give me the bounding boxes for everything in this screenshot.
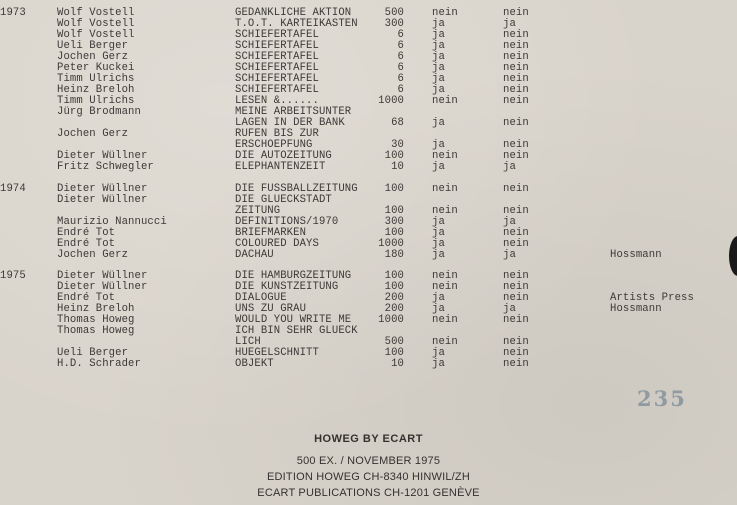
row-edition: 100 bbox=[384, 270, 404, 282]
row-note: Hossmann bbox=[610, 249, 662, 261]
row-edition: 200 bbox=[384, 303, 404, 315]
row-artist: Endré Tot bbox=[57, 292, 116, 304]
row-edition: 6 bbox=[397, 40, 404, 52]
row-numbered: nein bbox=[503, 205, 529, 217]
row-title: GEDANKLICHE AKTION bbox=[235, 7, 352, 19]
row-numbered: nein bbox=[503, 336, 529, 348]
row-title: DIE HAMBURGZEITUNG bbox=[235, 270, 352, 282]
row-year: 1974 bbox=[0, 183, 26, 195]
row-title: DACHAU bbox=[235, 249, 274, 261]
row-signed: ja bbox=[432, 227, 445, 239]
row-artist: Wolf Vostell bbox=[57, 7, 135, 19]
row-edition: 500 bbox=[384, 336, 404, 348]
row-artist: Jochen Gerz bbox=[57, 128, 129, 140]
row-numbered: nein bbox=[503, 358, 529, 370]
row-signed: nein bbox=[432, 95, 458, 107]
row-signed: ja bbox=[432, 73, 445, 85]
row-numbered: ja bbox=[503, 161, 516, 173]
row-year: 1975 bbox=[0, 270, 26, 282]
row-edition: 300 bbox=[384, 216, 404, 228]
row-artist: Wolf Vostell bbox=[57, 18, 135, 30]
row-edition: 10 bbox=[391, 161, 404, 173]
row-title: DIE FUSSBALLZEITUNG bbox=[235, 183, 358, 195]
row-artist: Dieter Wüllner bbox=[57, 194, 148, 206]
row-title: SCHIEFERTAFEL bbox=[235, 84, 319, 96]
row-artist: Jochen Gerz bbox=[57, 51, 129, 63]
row-edition: 180 bbox=[384, 249, 404, 261]
row-artist: Endré Tot bbox=[57, 227, 116, 239]
row-numbered: nein bbox=[503, 281, 529, 293]
row-artist: Heinz Breloh bbox=[57, 303, 135, 315]
row-signed: ja bbox=[432, 161, 445, 173]
row-artist: Maurizio Nannucci bbox=[57, 216, 167, 228]
row-numbered: ja bbox=[503, 303, 516, 315]
row-title: ERSCHOEPFUNG bbox=[235, 139, 313, 151]
row-artist: Timm Ulrichs bbox=[57, 73, 135, 85]
row-title: LICH bbox=[235, 336, 261, 348]
row-numbered: nein bbox=[503, 270, 529, 282]
row-artist: Thomas Howeg bbox=[57, 314, 135, 326]
page-number: 235 bbox=[637, 386, 687, 411]
row-year: 1973 bbox=[0, 7, 26, 19]
row-artist: H.D. Schrader bbox=[57, 358, 141, 370]
row-signed: ja bbox=[432, 358, 445, 370]
row-edition: 6 bbox=[397, 84, 404, 96]
row-title: ZEITUNG bbox=[235, 205, 281, 217]
row-signed: nein bbox=[432, 205, 458, 217]
row-title: LAGEN IN DER BANK bbox=[235, 117, 345, 129]
row-numbered: nein bbox=[503, 73, 529, 85]
row-numbered: nein bbox=[503, 117, 529, 129]
row-edition: 100 bbox=[384, 227, 404, 239]
row-note: Artists Press bbox=[610, 292, 694, 304]
row-artist: Wolf Vostell bbox=[57, 29, 135, 41]
row-numbered: nein bbox=[503, 183, 529, 195]
row-title: SCHIEFERTAFEL bbox=[235, 29, 319, 41]
row-artist: Peter Kuckei bbox=[57, 62, 135, 74]
row-signed: ja bbox=[432, 347, 445, 359]
row-signed: ja bbox=[432, 29, 445, 41]
row-edition: 6 bbox=[397, 62, 404, 74]
row-artist: Dieter Wüllner bbox=[57, 183, 148, 195]
footer-publisher-line: EDITION HOWEG CH-8340 HINWIL/ZH bbox=[267, 471, 470, 483]
row-signed: ja bbox=[432, 216, 445, 228]
row-title: ELEPHANTENZEIT bbox=[235, 161, 326, 173]
row-edition: 6 bbox=[397, 73, 404, 85]
row-title: RUFEN BIS ZUR bbox=[235, 128, 319, 140]
row-signed: nein bbox=[432, 270, 458, 282]
row-edition: 1000 bbox=[378, 238, 404, 250]
row-title: ICH BIN SEHR GLUECK bbox=[235, 325, 358, 337]
row-signed: ja bbox=[432, 62, 445, 74]
row-title: SCHIEFERTAFEL bbox=[235, 73, 319, 85]
row-edition: 1000 bbox=[378, 95, 404, 107]
row-numbered: nein bbox=[503, 139, 529, 151]
row-edition: 10 bbox=[391, 358, 404, 370]
row-title: HUEGELSCHNITT bbox=[235, 347, 319, 359]
row-title: UNS ZU GRAU bbox=[235, 303, 307, 315]
row-title: SCHIEFERTAFEL bbox=[235, 62, 319, 74]
row-title: WOULD YOU WRITE ME bbox=[235, 314, 352, 326]
row-signed: nein bbox=[432, 281, 458, 293]
row-edition: 100 bbox=[384, 347, 404, 359]
row-edition: 100 bbox=[384, 183, 404, 195]
row-numbered: nein bbox=[503, 238, 529, 250]
row-numbered: nein bbox=[503, 84, 529, 96]
row-title: MEINE ARBEITSUNTER bbox=[235, 106, 352, 118]
row-artist: Endré Tot bbox=[57, 238, 116, 250]
row-numbered: nein bbox=[503, 347, 529, 359]
row-artist: Ueli Berger bbox=[57, 347, 129, 359]
row-title: DIE KUNSTZEITUNG bbox=[235, 281, 339, 293]
row-title: T.O.T. KARTEIKASTEN bbox=[235, 18, 358, 30]
row-numbered: nein bbox=[503, 51, 529, 63]
row-signed: ja bbox=[432, 292, 445, 304]
row-signed: ja bbox=[432, 18, 445, 30]
row-edition: 100 bbox=[384, 150, 404, 162]
row-artist: Dieter Wüllner bbox=[57, 281, 148, 293]
row-artist: Timm Ulrichs bbox=[57, 95, 135, 107]
row-edition: 200 bbox=[384, 292, 404, 304]
row-title: DIE GLUECKSTADT bbox=[235, 194, 332, 206]
row-numbered: ja bbox=[503, 249, 516, 261]
row-signed: ja bbox=[432, 84, 445, 96]
footer-title: HOWEG BY ECART bbox=[314, 433, 423, 445]
row-edition: 300 bbox=[384, 18, 404, 30]
row-edition: 100 bbox=[384, 281, 404, 293]
row-title: DIE AUTOZEITUNG bbox=[235, 150, 332, 162]
row-numbered: nein bbox=[503, 95, 529, 107]
row-note: Hossmann bbox=[610, 303, 662, 315]
row-edition: 1000 bbox=[378, 314, 404, 326]
row-numbered: nein bbox=[503, 29, 529, 41]
row-title: SCHIEFERTAFEL bbox=[235, 51, 319, 63]
row-artist: Heinz Breloh bbox=[57, 84, 135, 96]
row-title: COLOURED DAYS bbox=[235, 238, 319, 250]
row-numbered: nein bbox=[503, 7, 529, 19]
row-signed: nein bbox=[432, 183, 458, 195]
row-title: LESEN &...... bbox=[235, 95, 319, 107]
row-title: DIALOGUE bbox=[235, 292, 287, 304]
row-signed: nein bbox=[432, 7, 458, 19]
row-artist: Jochen Gerz bbox=[57, 249, 129, 261]
row-signed: ja bbox=[432, 117, 445, 129]
row-numbered: ja bbox=[503, 216, 516, 228]
row-artist: Jürg Brodmann bbox=[57, 106, 141, 118]
row-numbered: nein bbox=[503, 292, 529, 304]
row-title: OBJEKT bbox=[235, 358, 274, 370]
row-signed: nein bbox=[432, 150, 458, 162]
row-signed: ja bbox=[432, 249, 445, 261]
binder-hole bbox=[729, 236, 737, 276]
row-edition: 500 bbox=[384, 7, 404, 19]
row-numbered: nein bbox=[503, 314, 529, 326]
row-numbered: nein bbox=[503, 40, 529, 52]
row-edition: 6 bbox=[397, 29, 404, 41]
row-title: BRIEFMARKEN bbox=[235, 227, 307, 239]
row-signed: nein bbox=[432, 314, 458, 326]
row-signed: ja bbox=[432, 303, 445, 315]
row-numbered: nein bbox=[503, 227, 529, 239]
footer-edition-line: 500 EX. / NOVEMBER 1975 bbox=[296, 455, 441, 467]
row-artist: Dieter Wüllner bbox=[57, 270, 148, 282]
row-artist: Fritz Schwegler bbox=[57, 161, 154, 173]
row-artist: Dieter Wüllner bbox=[57, 150, 148, 162]
row-edition: 68 bbox=[391, 117, 404, 129]
row-edition: 6 bbox=[397, 51, 404, 63]
row-signed: ja bbox=[432, 238, 445, 250]
row-artist: Thomas Howeg bbox=[57, 325, 135, 337]
footer-address-line: ECART PUBLICATIONS CH-1201 GENÈVE bbox=[257, 487, 480, 499]
row-signed: nein bbox=[432, 336, 458, 348]
row-signed: ja bbox=[432, 40, 445, 52]
row-title: DEFINITIONS/1970 bbox=[235, 216, 339, 228]
row-title: SCHIEFERTAFEL bbox=[235, 40, 319, 52]
row-signed: ja bbox=[432, 139, 445, 151]
row-numbered: ja bbox=[503, 18, 516, 30]
row-numbered: nein bbox=[503, 150, 529, 162]
row-signed: ja bbox=[432, 51, 445, 63]
row-numbered: nein bbox=[503, 62, 529, 74]
row-edition: 100 bbox=[384, 205, 404, 217]
row-edition: 30 bbox=[391, 139, 404, 151]
row-artist: Ueli Berger bbox=[57, 40, 129, 52]
